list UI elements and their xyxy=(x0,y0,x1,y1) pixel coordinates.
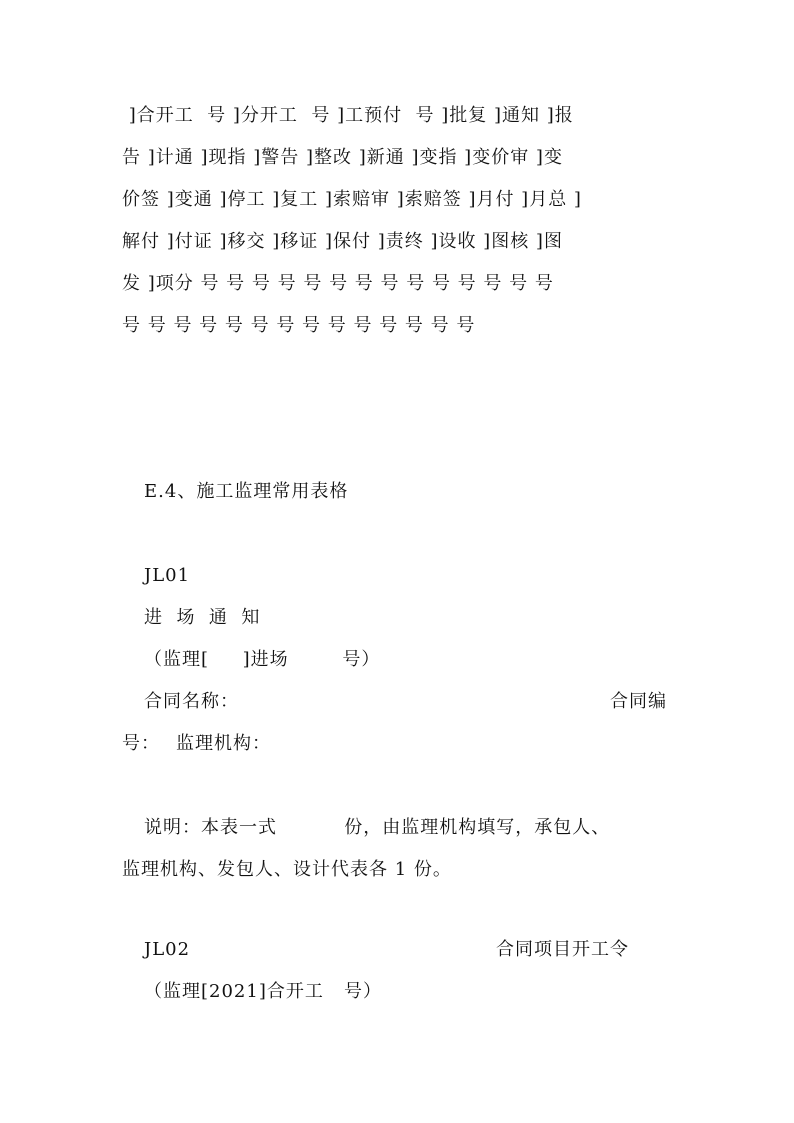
form-note-cont: 监理机构、发包人、设计代表各 1 份。 xyxy=(122,859,452,880)
form-note: 说明：本表一式 份，由监理机构填写，承包人、 xyxy=(144,817,611,838)
code-list-line: 价签 ]变通 ]停工 ]复工 ]索赔审 ]索赔签 ]月付 ]月总 ] xyxy=(122,189,582,210)
code-list-line: ]合开工 号 ]分开工 号 ]工预付 号 ]批复 ]通知 ]报 xyxy=(122,105,574,126)
contract-name-label: 合同名称： xyxy=(144,691,239,712)
contract-no-label-cont: 号： xyxy=(122,733,160,754)
code-list-line: 解付 ]付证 ]移交 ]移证 ]保付 ]责终 ]设收 ]图核 ]图 xyxy=(122,231,563,252)
form-ref-jl01: （监理[ ]进场 号） xyxy=(144,649,381,670)
form-code-jl01: JL01 xyxy=(144,565,191,586)
form-ref-jl02: （监理[2021]合开工 号） xyxy=(144,981,383,1002)
form-title-jl01: 进 场 通 知 xyxy=(144,607,261,628)
supervisor-label: 监理机构： xyxy=(176,733,271,754)
code-list-line: 号 号 号 号 号 号 号 号 号 号 号 号 号 号 xyxy=(122,315,476,336)
section-heading: E.4、施工监理常用表格 xyxy=(144,481,349,502)
form-code-jl02: JL02 xyxy=(144,939,191,960)
code-list-line: 告 ]计通 ]现指 ]警告 ]整改 ]新通 ]变指 ]变价审 ]变 xyxy=(122,147,563,168)
form-title-jl02: 合同项目开工令 xyxy=(496,939,629,960)
code-list-line: 发 ]项分 号 号 号 号 号 号 号 号 号 号 号 号 号 号 xyxy=(122,273,554,294)
contract-no-label: 合同编 xyxy=(610,691,667,712)
